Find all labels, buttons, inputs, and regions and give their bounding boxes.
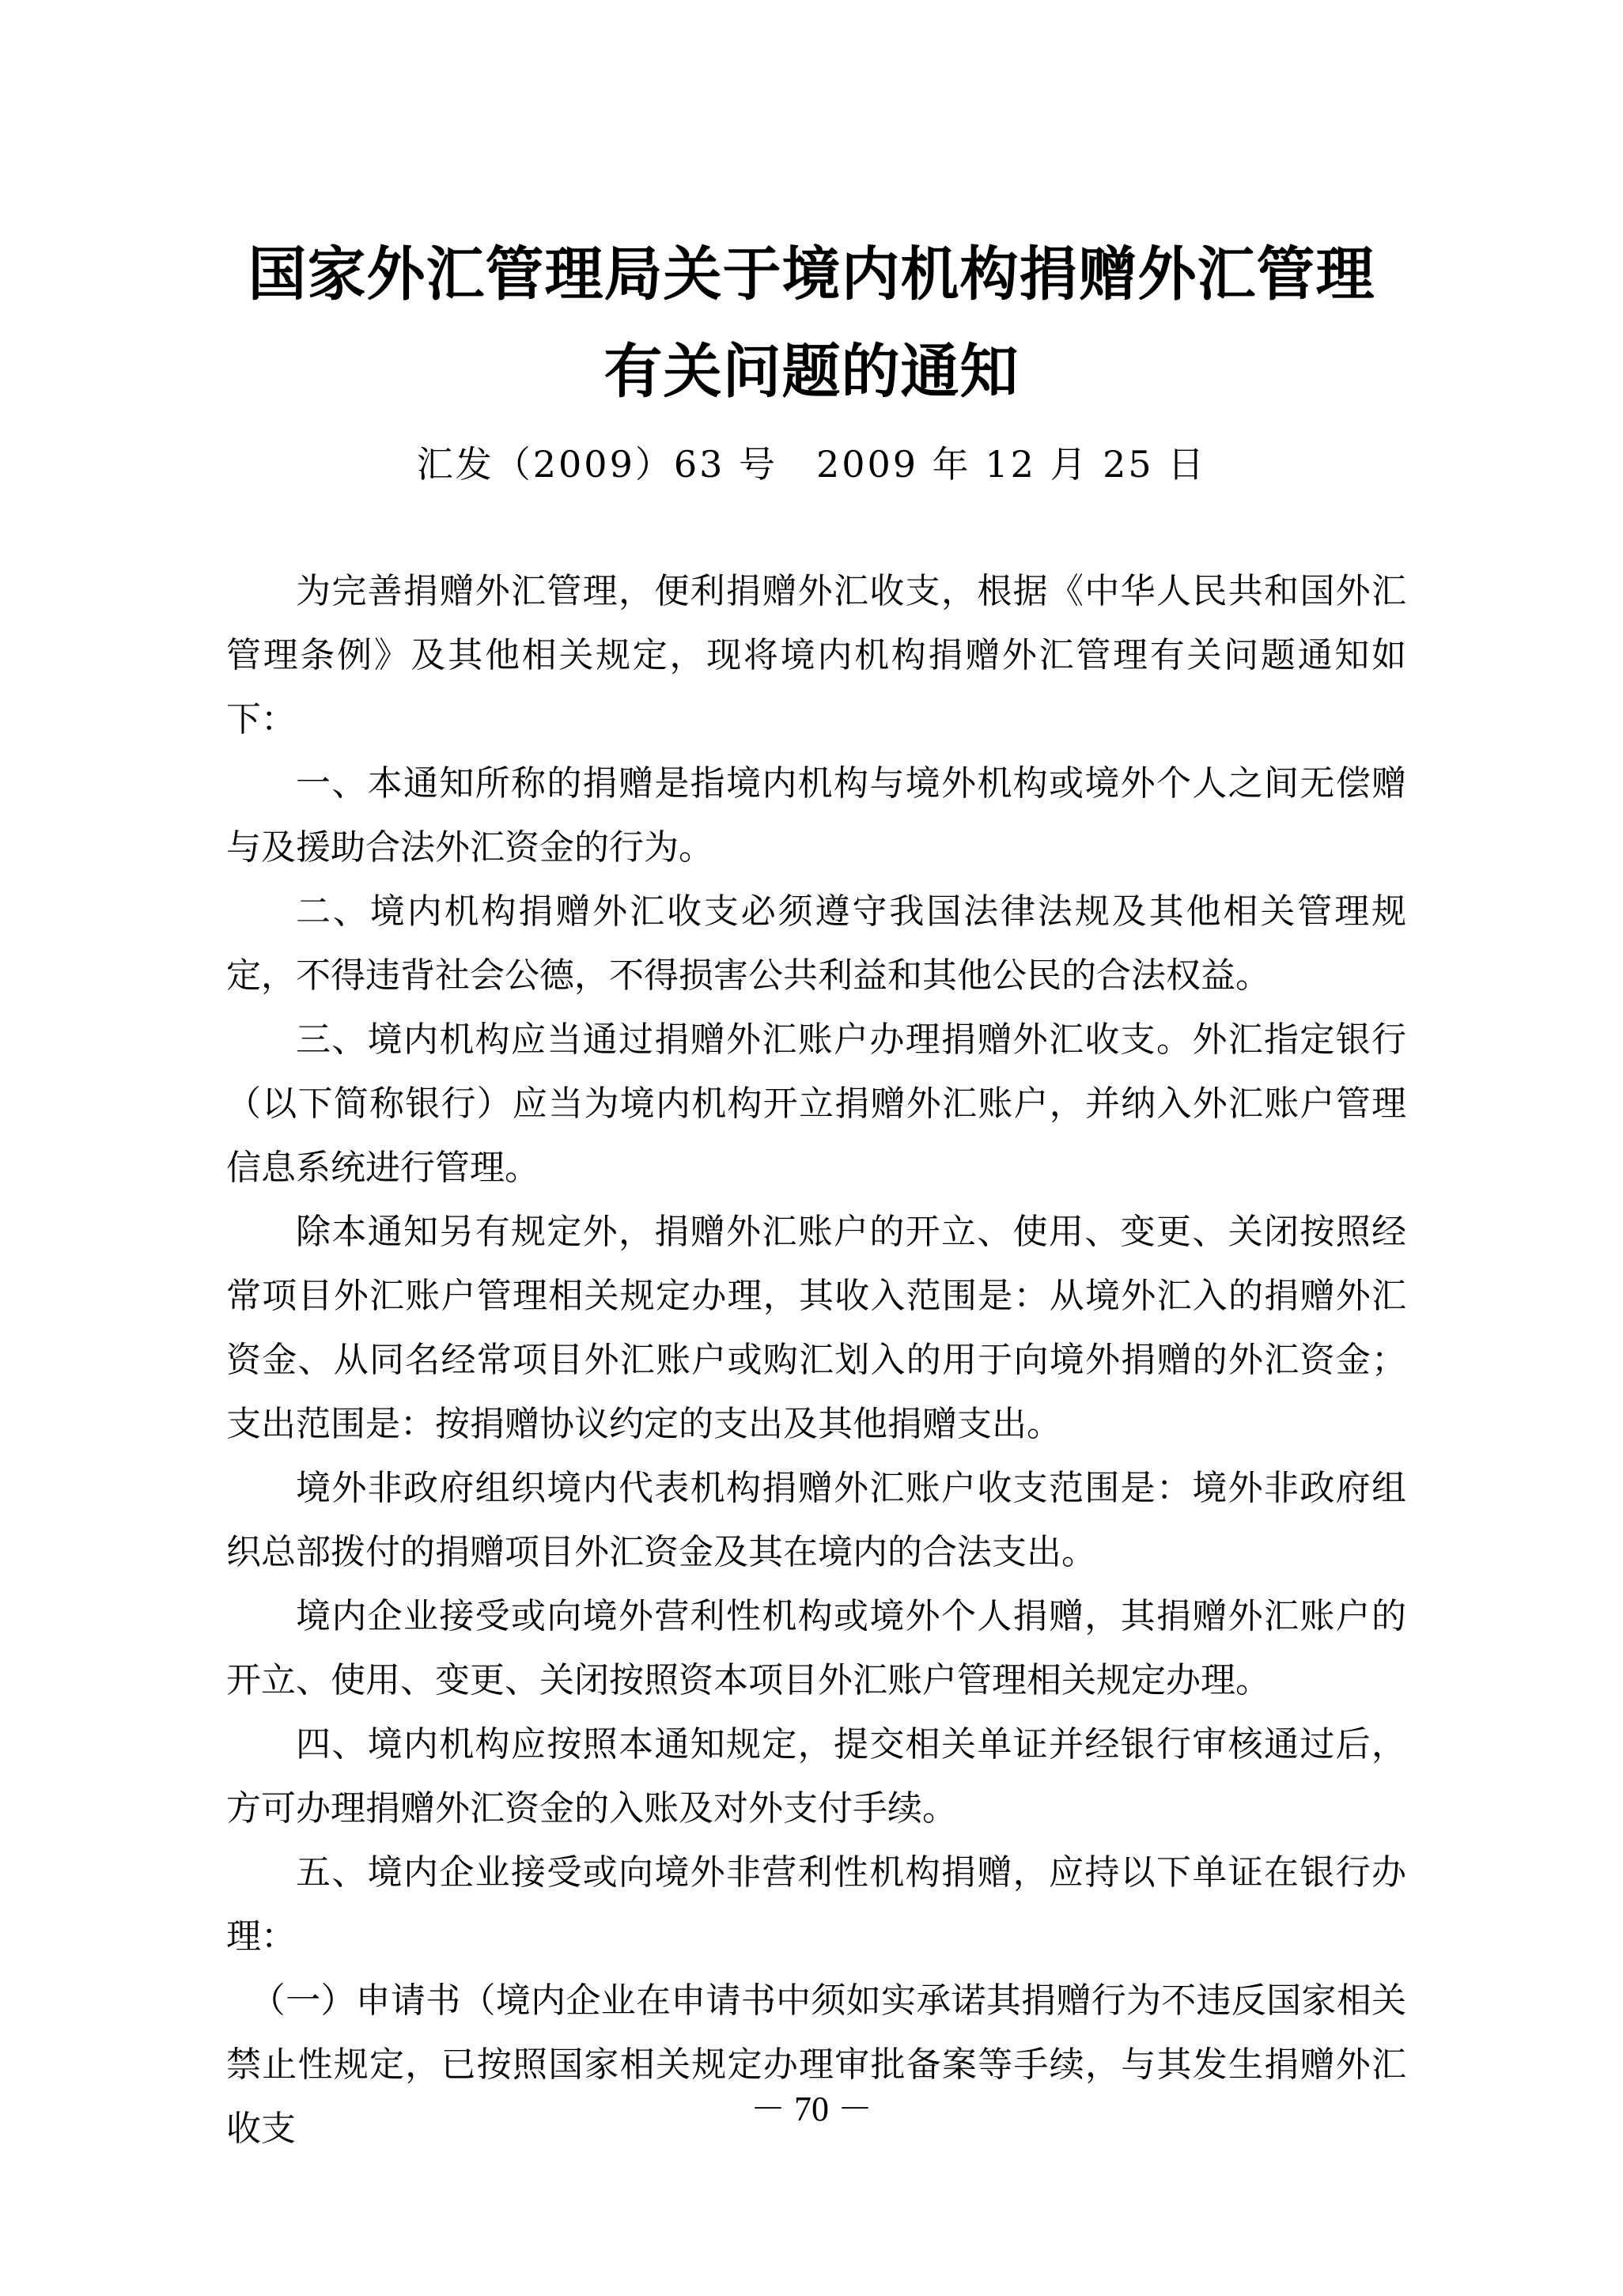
paragraph-article-4: 四、境内机构应按照本通知规定，提交相关单证并经银行审核通过后，方可办理捐赠外汇资金的入账及对外支付手续。 <box>226 1724 1406 1829</box>
paragraph-article-2: 二、境内机构捐赠外汇收支必须遵守我国法律法规及其他相关管理规定，不得违背社会公德，不得损害公共利益和其他公民的合法权益。 <box>226 891 1406 996</box>
page-number: － 70 － <box>751 2090 872 2128</box>
document-title-line-2: 有关问题的通知 <box>603 338 1020 406</box>
paragraph-article-3-account-scope: 除本通知另有规定外，捐赠外汇账户的开立、使用、变更、关闭按照经常项目外汇账户管理相关规定办理，其收入范围是：从境外汇入的捐赠外汇资金、从同名经常项目外汇账户或购汇划入的用于向境外捐赠的外汇资金；支出范围是：按捐赠协议约定的支出及其他捐赠支出。 <box>226 1212 1406 1444</box>
document-body <box>226 559 1406 2161</box>
paragraph-article-3-ngo-scope: 境外非政府组织境内代表机构捐赠外汇账户收支范围是：境外非政府组织总部拨付的捐赠项目外汇资金及其在境内的合法支出。 <box>226 1468 1406 1572</box>
paragraph-article-3-enterprise-scope: 境内企业接受或向境外营利性机构或境外个人捐赠，其捐赠外汇账户的开立、使用、变更、关闭按照资本项目外汇账户管理相关规定办理。 <box>226 1596 1406 1700</box>
paragraph-article-5: 五、境内企业接受或向境外非营利性机构捐赠，应持以下单证在银行办理： <box>226 1852 1406 1957</box>
paragraph-article-5-item-1: （一）申请书（境内企业在申请书中须如实承诺其捐赠行为不违反国家相关禁止性规定，已按照国家相关规定办理审批备案等手续，与其发生捐赠外汇收支 <box>226 1980 1406 2149</box>
document-number-and-date: 汇发（2009）63 号 2009 年 12 月 25 日 <box>416 443 1207 486</box>
paragraph-preamble: 为完善捐赠外汇管理，便利捐赠外汇收支，根据《中华人民共和国外汇管理条例》及其他相关规定，现将境内机构捐赠外汇管理有关问题通知如下： <box>226 571 1406 739</box>
paragraph-article-1: 一、本通知所称的捐赠是指境内机构与境外机构或境外个人之间无偿赠与及援助合法外汇资金的行为。 <box>226 763 1406 868</box>
document-title-line-1: 国家外汇管理局关于境内机构捐赠外汇管理 <box>248 240 1375 308</box>
paragraph-article-3: 三、境内机构应当通过捐赠外汇账户办理捐赠外汇收支。外汇指定银行（以下简称银行）应当为境内机构开立捐赠外汇账户，并纳入外汇账户管理信息系统进行管理。 <box>226 1019 1406 1188</box>
